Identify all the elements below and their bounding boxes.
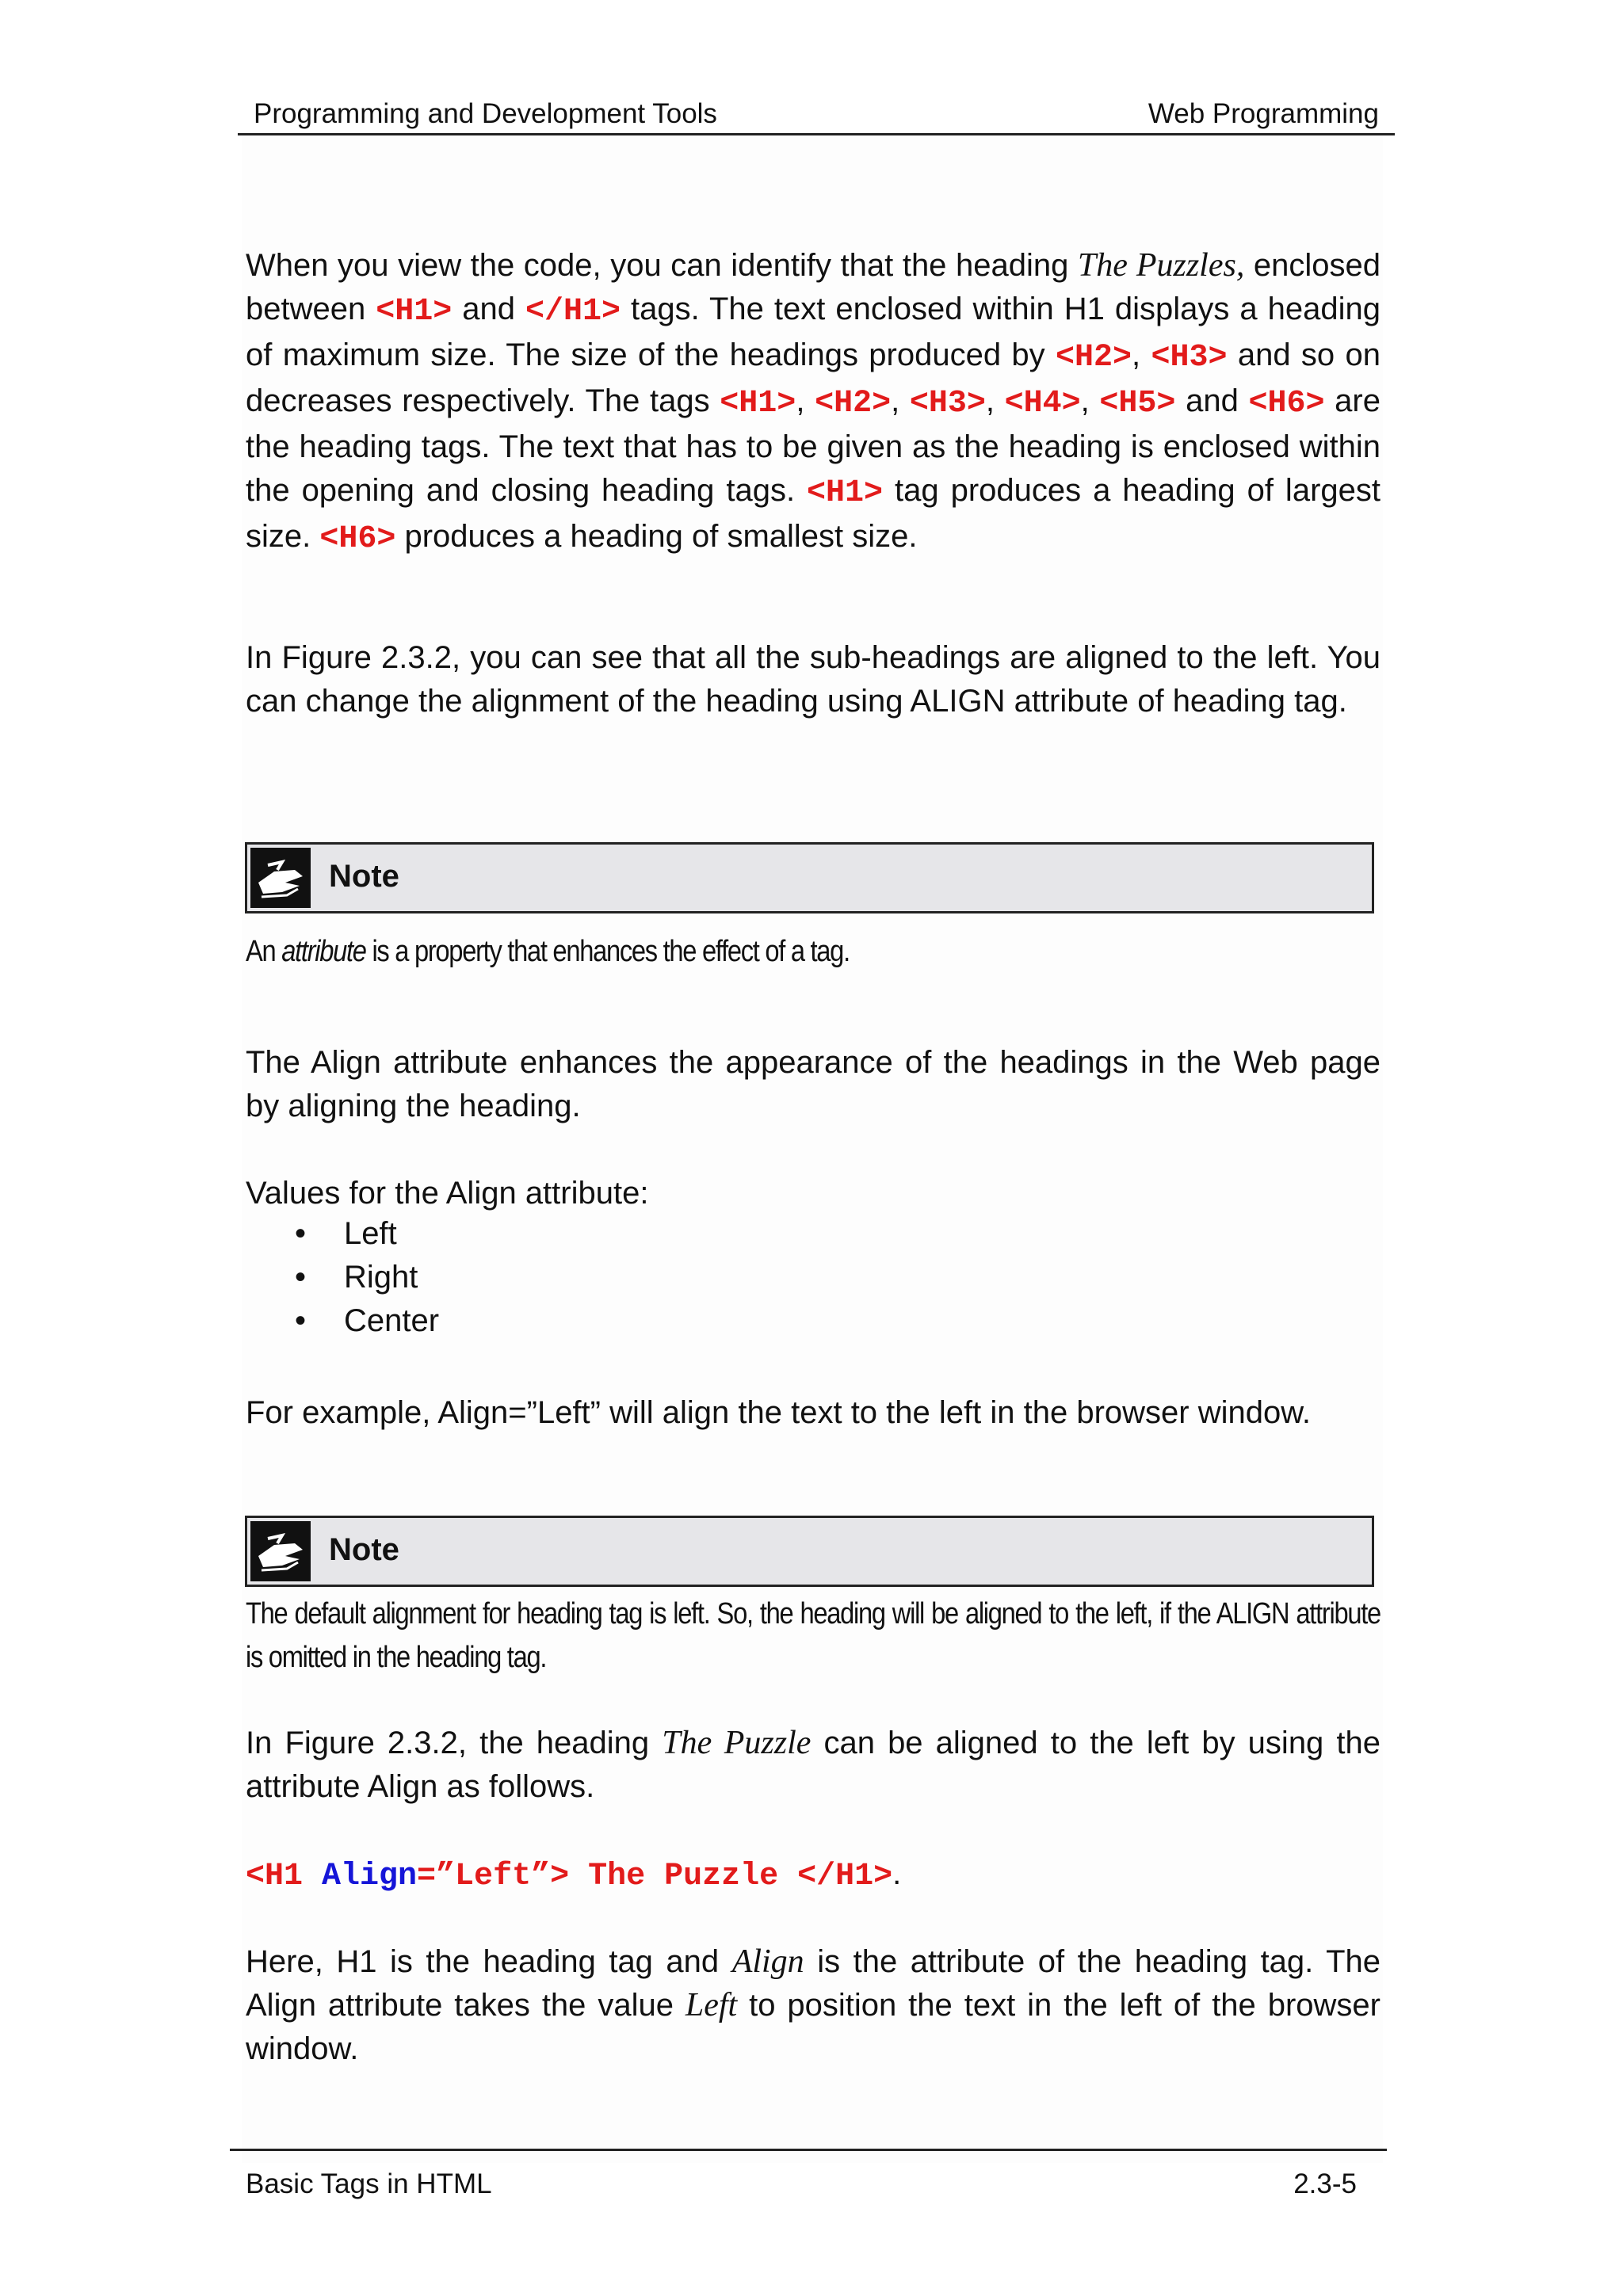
page-footer [230, 2149, 1387, 2199]
tag-code: <H3> [1151, 340, 1228, 376]
text: , [1132, 338, 1151, 372]
tag-code: <H6> [1248, 386, 1325, 421]
text: . [892, 1856, 902, 1891]
text: and so on decreases respectively. The tags [246, 338, 1381, 418]
writing-hand-icon [250, 848, 311, 908]
note-text: The default alignment for heading tag is left. So, the heading will be aligned to the left, if the ALIGN attribute is omitted in the heading tag. [246, 1597, 1381, 1674]
text: tags. The text enclosed within H1 displays a heading of maximum size. The size of the headings produced by [246, 292, 1381, 372]
align-values-list [246, 1212, 439, 1343]
note-label: Note [329, 1532, 399, 1567]
page-header [238, 95, 1395, 135]
code-attribute: Align [322, 1859, 418, 1894]
tag-code: <H2> [1056, 340, 1132, 376]
tag-code: <H1> [720, 386, 796, 421]
code-value: =”Left”> The Puzzle </H1> [417, 1859, 893, 1894]
paragraph-align-attribute: The Align attribute enhances the appearance of the headings in the Web page by aligning the heading. [246, 1045, 1381, 1123]
text: When you view the code, you can identify that the heading [246, 248, 1078, 283]
tag-code: <H5> [1099, 386, 1176, 421]
text: Here, H1 is the heading tag and [246, 1944, 732, 1979]
text: and [1175, 383, 1249, 418]
paragraph-alignment: In Figure 2.3.2, you can see that all the sub-headings are aligned to the left. You can change the alignment of the heading using ALIGN attribute of heading tag. [246, 640, 1381, 719]
note-box [245, 842, 1374, 913]
code-example [246, 1852, 901, 1898]
text: and [452, 292, 525, 326]
tag-code: <H4> [1004, 386, 1081, 421]
note-text [246, 930, 1222, 974]
text: are the heading tags. The text that has to be given as the heading is enclosed within the opening and closing heading tags. [246, 383, 1381, 508]
list-item: • Left [246, 1212, 439, 1256]
text: to position the text in the left of the browser window. [246, 1988, 1381, 2066]
text: An [246, 935, 282, 968]
list-item: • Center [246, 1299, 439, 1343]
paragraph-figure-heading [246, 1722, 1381, 1809]
paragraph-example: For example, Align=”Left” will align the text to the left in the browser window. [246, 1395, 1312, 1430]
tag-code: </H1> [525, 294, 621, 330]
text: , [1080, 383, 1100, 418]
italic-text: attribute [281, 935, 366, 968]
text: , [796, 383, 815, 418]
text: can be aligned to the left by using the attribute Align as follows. [246, 1726, 1381, 1804]
writing-hand-icon [250, 1521, 311, 1581]
italic-text: Align [731, 1943, 804, 1980]
paragraph-explanation [246, 1940, 1381, 2071]
italic-text: Left [685, 1987, 738, 2023]
header-left: Programming and Development Tools [254, 98, 717, 129]
paragraph-values: Values for the Align attribute: [246, 1176, 649, 1211]
code-tag: <H1 [246, 1859, 323, 1894]
header-right: Web Programming [1148, 98, 1379, 129]
page-number: 2.3-5 [1293, 2168, 1357, 2199]
note-box [245, 1516, 1374, 1587]
text: , [891, 383, 910, 418]
tag-code: <H6> [319, 521, 396, 557]
tag-code: <H3> [909, 386, 986, 421]
text: is a property that enhances the effect of a tag. [365, 935, 850, 968]
note-label: Note [329, 859, 399, 894]
text: is the attribute of the heading tag. The Align attribute takes the value [246, 1944, 1381, 2023]
tag-code: <H1> [807, 475, 884, 511]
list-item: • Right [246, 1256, 439, 1299]
italic-text: The Puzzles, [1077, 247, 1245, 284]
text: In Figure 2.3.2, the heading [246, 1726, 663, 1760]
tag-code: <H1> [376, 294, 453, 330]
text: enclosed between [246, 248, 1381, 326]
footer-left: Basic Tags in HTML [246, 2168, 492, 2199]
text: , [985, 383, 1005, 418]
italic-text: The Puzzle [662, 1725, 812, 1761]
paragraph-heading-tags [246, 244, 1381, 561]
text: tag produces a heading of largest size. [246, 473, 1381, 554]
tag-code: <H2> [815, 386, 892, 421]
text: produces a heading of smallest size. [395, 519, 918, 554]
